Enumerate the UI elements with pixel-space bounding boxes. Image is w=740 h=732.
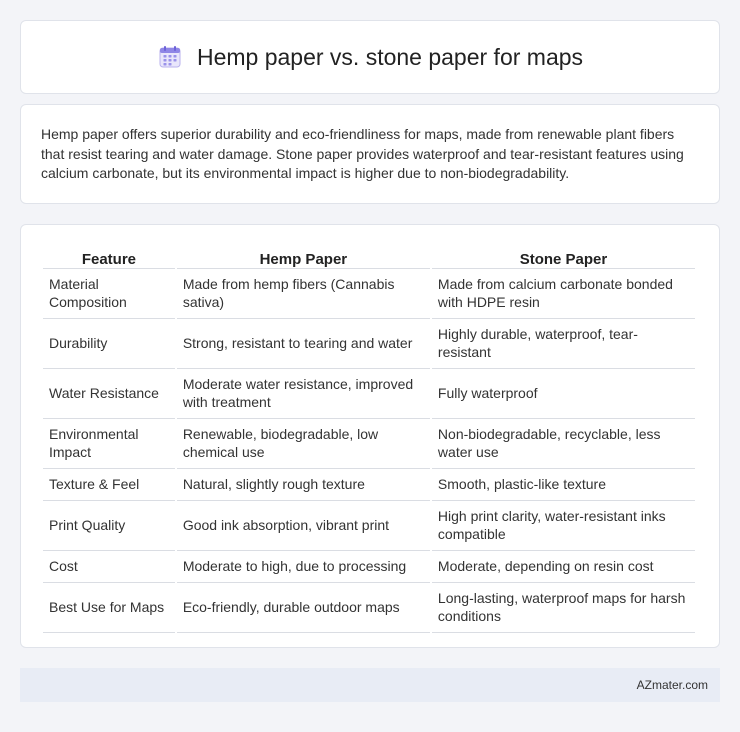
stone-cell: Smooth, plastic-like texture — [432, 469, 695, 501]
feature-cell: Cost — [43, 551, 175, 583]
stone-cell: High print clarity, water-resistant inks compatible — [432, 501, 695, 551]
feature-cell: Texture & Feel — [43, 469, 175, 501]
feature-cell: Material Composition — [43, 269, 175, 319]
hemp-cell: Made from hemp fibers (Cannabis sativa) — [177, 269, 430, 319]
hemp-cell: Eco-friendly, durable outdoor maps — [177, 583, 430, 633]
footer — [20, 668, 720, 702]
table-row — [43, 469, 695, 501]
hemp-cell: Natural, slightly rough texture — [177, 469, 430, 501]
stone-cell: Fully waterproof — [432, 369, 695, 419]
feature-cell: Durability — [43, 319, 175, 369]
page-title: Hemp paper vs. stone paper for maps — [196, 43, 584, 70]
header-stone-paper: Stone Paper — [432, 245, 695, 269]
comparison-table — [41, 245, 697, 633]
calendar-icon — [157, 44, 183, 70]
header-feature: Feature — [43, 245, 175, 269]
table-row — [43, 583, 695, 633]
table-row — [43, 551, 695, 583]
stone-cell: Highly durable, waterproof, tear-resistant — [432, 319, 695, 369]
hemp-cell: Renewable, biodegradable, low chemical use — [177, 419, 430, 469]
footer-brand[interactable]: AZmater.com — [636, 678, 708, 692]
feature-cell: Best Use for Maps — [43, 583, 175, 633]
intro-text: Hemp paper offers superior durability and eco-friendliness for maps, made from renewable plant fibers that resist tearing and water damage. Stone paper provides waterproof and tear-resistant features using calcium carbonate, but its environmental impact is higher due to non-biodegradability. — [41, 126, 684, 181]
stone-cell: Made from calcium carbonate bonded with HDPE resin — [432, 269, 695, 319]
hemp-cell: Good ink absorption, vibrant print — [177, 501, 430, 551]
table-row — [43, 369, 695, 419]
table-row — [43, 269, 695, 319]
stone-cell: Moderate, depending on resin cost — [432, 551, 695, 583]
table-header-row — [43, 245, 695, 269]
feature-cell: Environmental Impact — [43, 419, 175, 469]
header-hemp-paper: Hemp Paper — [177, 245, 430, 269]
stone-cell: Long-lasting, waterproof maps for harsh conditions — [432, 583, 695, 633]
table-row — [43, 501, 695, 551]
table-row — [43, 419, 695, 469]
feature-cell: Water Resistance — [43, 369, 175, 419]
hemp-cell: Moderate water resistance, improved with treatment — [177, 369, 430, 419]
feature-cell: Print Quality — [43, 501, 175, 551]
comparison-table-card — [20, 224, 720, 648]
table-row — [43, 319, 695, 369]
intro-card — [20, 104, 720, 204]
stone-cell: Non-biodegradable, recyclable, less water use — [432, 419, 695, 469]
title-card — [20, 20, 720, 94]
hemp-cell: Strong, resistant to tearing and water — [177, 319, 430, 369]
hemp-cell: Moderate to high, due to processing — [177, 551, 430, 583]
